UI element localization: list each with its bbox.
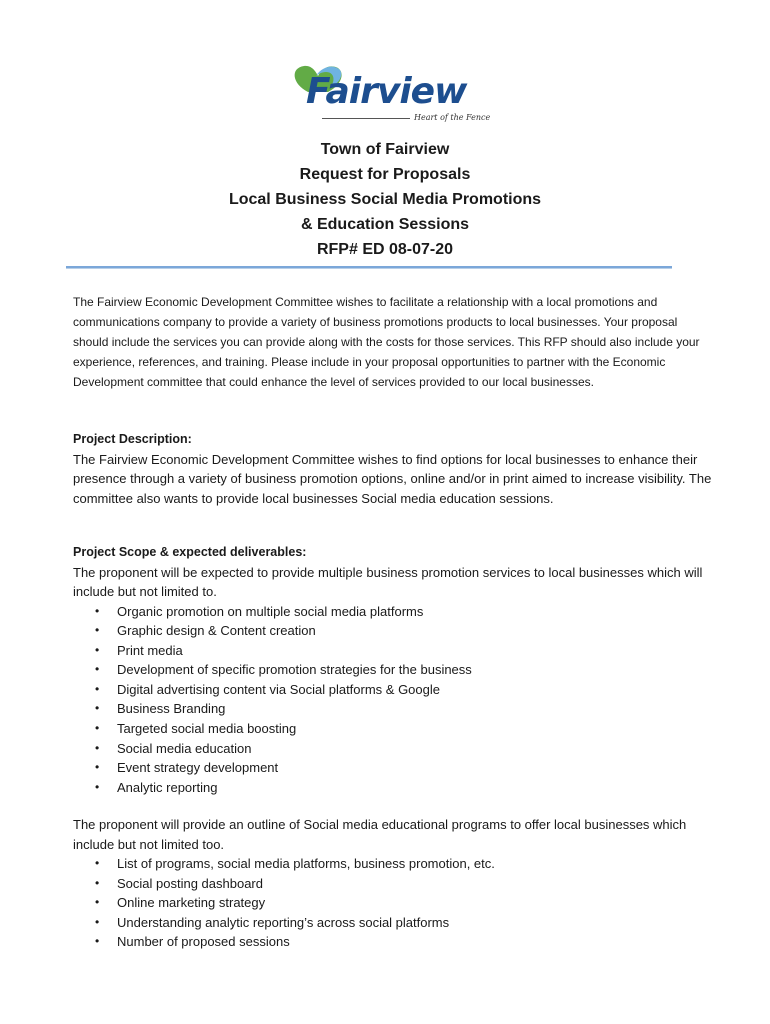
project-scope-heading: Project Scope & expected deliverables: (73, 545, 307, 559)
scope-bullet-list (73, 602, 713, 798)
bullet-icon: • (95, 914, 100, 929)
project-description-heading: Project Description: (73, 432, 192, 446)
bullet-icon: • (95, 721, 100, 736)
list-item: • Analytic reporting (95, 778, 713, 798)
list-item: • Event strategy development (95, 758, 713, 778)
title-town: Town of Fairview (320, 141, 450, 158)
list-item: • Organic promotion on multiple social media platforms (95, 602, 713, 622)
bullet-icon: • (95, 603, 100, 618)
intro-paragraph: The Fairview Economic Development Committee wishes to facilitate a relationship with a local promotions and communications company to provide a variety of business promotions products to local businesses. Your proposal should include the services you can provide along with the costs for those services. This RFP should also include your experience, references, and training. Please include in your proposal opportunities to partner with the Economic Development committee that could enhance the level of services provided to our local businesses. (73, 295, 700, 389)
list-item: • Development of specific promotion strategies for the business (95, 660, 713, 680)
logo-tagline-rule (322, 118, 410, 119)
project-description-section (73, 430, 713, 508)
list-item: • Graphic design & Content creation (95, 621, 713, 641)
list-item: • Understanding analytic reporting’s across social platforms (95, 913, 713, 933)
bullet-icon: • (95, 740, 100, 755)
title-rfp: Request for Proposals (299, 166, 471, 183)
title-project: Local Business Social Media Promotions (228, 191, 542, 208)
list-item: • Social media education (95, 739, 713, 759)
list-item: • Social posting dashboard (95, 874, 713, 894)
list-item: • List of programs, social media platforms, business promotion, etc. (95, 854, 713, 874)
education-bullet-list (73, 854, 713, 952)
title-project-cont: & Education Sessions (300, 216, 470, 233)
bullet-icon: • (95, 642, 100, 657)
bullet-icon: • (95, 895, 100, 910)
bullet-icon: • (95, 760, 100, 775)
list-item: • Number of proposed sessions (95, 932, 713, 952)
education-outline-section (73, 815, 713, 952)
title-divider (66, 266, 672, 269)
title-rfp-number: RFP# ED 08-07-20 (316, 241, 454, 258)
bullet-icon: • (95, 701, 100, 716)
project-scope-text: The proponent will be expected to provide multiple business promotion services to local businesses which will include but not limited to. (73, 564, 703, 599)
bullet-icon: • (95, 875, 100, 890)
bullet-icon: • (95, 623, 100, 638)
bullet-icon: • (95, 856, 100, 870)
list-item: • Print media (95, 641, 713, 661)
education-outline-text: The proponent will provide an outline of Social media educational programs to offer local businesses which include but not limited too. (73, 817, 687, 852)
logo-wordmark: Fairview (306, 71, 467, 112)
bullet-icon: • (95, 681, 100, 696)
bullet-icon: • (95, 662, 100, 677)
project-scope-section (73, 543, 713, 797)
fairview-logo (288, 62, 491, 128)
logo-tagline: Heart of the Fence (414, 113, 491, 122)
bullet-icon: • (95, 779, 100, 794)
project-description-text: The Fairview Economic Development Committee wishes to find options for local businesses to enhance their presence through a variety of business promotion options, online and/or in print aimed to increase visibility. The committee also wants to provide local businesses Social media education sessions. (73, 451, 712, 506)
list-item: • Business Branding (95, 699, 713, 719)
list-item: • Online marketing strategy (95, 893, 713, 913)
bullet-icon: • (95, 934, 100, 949)
list-item: • Targeted social media boosting (95, 719, 713, 739)
list-item: • Digital advertising content via Social platforms & Google (95, 680, 713, 700)
title-block (0, 137, 770, 262)
